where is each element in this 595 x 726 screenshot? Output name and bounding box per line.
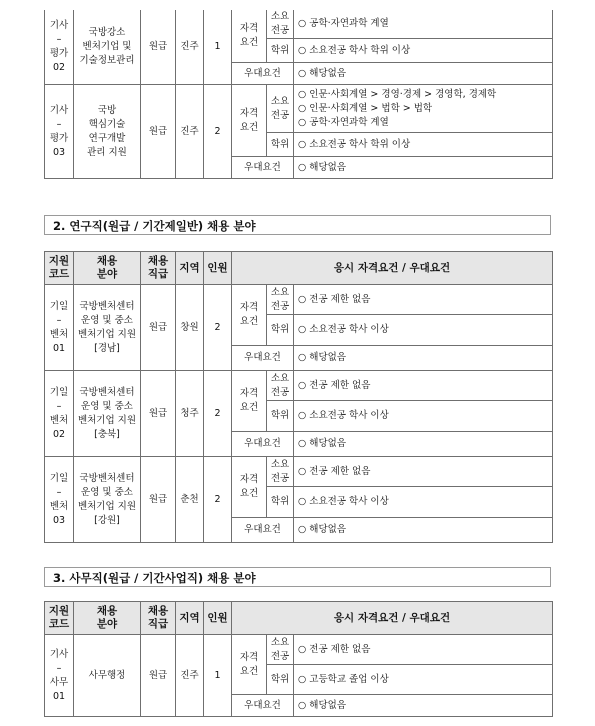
preference-value: ○ 해당없음 [294, 432, 553, 457]
recruit-count: 2 [204, 285, 232, 371]
recruit-grade: 원급 [141, 85, 176, 179]
degree-requirement: ○ 고등학교 졸업 이상 [294, 665, 553, 695]
recruit-region: 진주 [176, 85, 204, 179]
recruit-code: 기일 – 벤처 03 [45, 457, 74, 543]
requirement-label: 자격 요건 [232, 85, 267, 157]
major-label: 소요 전공 [267, 635, 294, 665]
recruit-region: 진주 [176, 10, 204, 85]
degree-label: 학위 [267, 401, 294, 432]
requirement-label: 자격 요건 [232, 371, 267, 432]
top-table-body [45, 10, 553, 179]
section-3-table [44, 601, 553, 717]
degree-label: 학위 [267, 487, 294, 518]
recruit-count: 2 [204, 457, 232, 543]
major-label: 소요 전공 [267, 85, 294, 133]
section-3-title: 3. 사무직(원급 / 기간사업직) 채용 분야 [44, 567, 551, 587]
header-qualification: 응시 자격요건 / 우대요건 [232, 602, 553, 635]
recruit-field: 국방벤처센터 운영 및 중소 벤처기업 지원 [강원] [74, 457, 141, 543]
header-qualification: 응시 자격요건 / 우대요건 [232, 252, 553, 285]
section-3-header-row [45, 602, 553, 635]
major-label: 소요 전공 [267, 10, 294, 39]
top-recruit-table [44, 10, 553, 179]
preference-label: 우대요건 [232, 63, 294, 85]
header-field: 채용 분야 [74, 252, 141, 285]
major-label: 소요 전공 [267, 371, 294, 401]
section-2-table [44, 251, 553, 543]
recruit-grade: 원급 [141, 285, 176, 371]
recruit-grade: 원급 [141, 10, 176, 85]
requirement-label: 자격 요건 [232, 457, 267, 518]
recruit-count: 1 [204, 635, 232, 717]
header-region: 지역 [176, 602, 204, 635]
section-2-table-body [45, 285, 553, 543]
recruit-region: 진주 [176, 635, 204, 717]
recruit-field: 국방 핵심기술 연구개발 관리 지원 [74, 85, 141, 179]
major-requirement: ○ 인문·사회계열 > 경영·경제 > 경영학, 경제학 ○ 인문·사회계열 > 법학 > 법학 ○ 공학·자연과학 계열 [294, 85, 553, 133]
header-code: 지원 코드 [45, 602, 74, 635]
major-requirement: ○ 전공 제한 없음 [294, 371, 553, 401]
preference-label: 우대요건 [232, 518, 294, 543]
header-count: 인원 [204, 252, 232, 285]
degree-requirement: ○ 소요전공 학사 이상 [294, 315, 553, 346]
requirement-label: 자격 요건 [232, 285, 267, 346]
recruit-row [45, 85, 553, 133]
header-code: 지원 코드 [45, 252, 74, 285]
recruit-grade: 원급 [141, 371, 176, 457]
major-label: 소요 전공 [267, 457, 294, 487]
recruit-row [45, 635, 553, 665]
recruit-count: 2 [204, 371, 232, 457]
degree-label: 학위 [267, 133, 294, 157]
recruit-region: 창원 [176, 285, 204, 371]
preference-value: ○ 해당없음 [294, 695, 553, 717]
major-requirement: ○ 전공 제한 없음 [294, 635, 553, 665]
header-count: 인원 [204, 602, 232, 635]
preference-value: ○ 해당없음 [294, 63, 553, 85]
recruit-row [45, 10, 553, 39]
preference-label: 우대요건 [232, 346, 294, 371]
preference-value: ○ 해당없음 [294, 518, 553, 543]
preference-value: ○ 해당없음 [294, 157, 553, 179]
recruit-region: 춘천 [176, 457, 204, 543]
recruit-count: 2 [204, 85, 232, 179]
recruit-count: 1 [204, 10, 232, 85]
recruit-row [45, 371, 553, 401]
recruit-region: 청주 [176, 371, 204, 457]
recruit-code: 기일 – 벤처 01 [45, 285, 74, 371]
section-2-header-row [45, 252, 553, 285]
section-3-table-body [45, 635, 553, 717]
header-grade: 채용 직급 [141, 252, 176, 285]
preference-label: 우대요건 [232, 157, 294, 179]
recruit-grade: 원급 [141, 635, 176, 717]
preference-label: 우대요건 [232, 695, 294, 717]
header-grade: 채용 직급 [141, 602, 176, 635]
recruit-code: 기일 – 벤처 02 [45, 371, 74, 457]
header-region: 지역 [176, 252, 204, 285]
degree-label: 학위 [267, 665, 294, 695]
section-2-title: 2. 연구직(원급 / 기간제일반) 채용 분야 [44, 215, 551, 235]
degree-requirement: ○ 소요전공 학사 학위 이상 [294, 39, 553, 63]
major-requirement: ○ 전공 제한 없음 [294, 285, 553, 315]
degree-requirement: ○ 소요전공 학사 학위 이상 [294, 133, 553, 157]
degree-requirement: ○ 소요전공 학사 이상 [294, 487, 553, 518]
requirement-label: 자격 요건 [232, 635, 267, 695]
recruit-code: 기사 – 사무 01 [45, 635, 74, 717]
recruit-row [45, 285, 553, 315]
recruit-row [45, 457, 553, 487]
recruit-grade: 원급 [141, 457, 176, 543]
header-field: 채용 분야 [74, 602, 141, 635]
preference-value: ○ 해당없음 [294, 346, 553, 371]
major-requirement: ○ 전공 제한 없음 [294, 457, 553, 487]
recruit-field: 국방벤처센터 운영 및 중소 벤처기업 지원 [충북] [74, 371, 141, 457]
recruit-field: 사무행정 [74, 635, 141, 717]
recruit-field: 국방벤처센터 운영 및 중소 벤처기업 지원 [경남] [74, 285, 141, 371]
recruit-field: 국방강소 벤처기업 및 기술정보관리 [74, 10, 141, 85]
recruit-code: 기사 – 평가 03 [45, 85, 74, 179]
major-requirement: ○ 공학·자연과학 계열 [294, 10, 553, 39]
requirement-label: 자격 요건 [232, 10, 267, 63]
recruit-code: 기사 – 평가 02 [45, 10, 74, 85]
major-label: 소요 전공 [267, 285, 294, 315]
degree-requirement: ○ 소요전공 학사 이상 [294, 401, 553, 432]
degree-label: 학위 [267, 39, 294, 63]
degree-label: 학위 [267, 315, 294, 346]
preference-label: 우대요건 [232, 432, 294, 457]
